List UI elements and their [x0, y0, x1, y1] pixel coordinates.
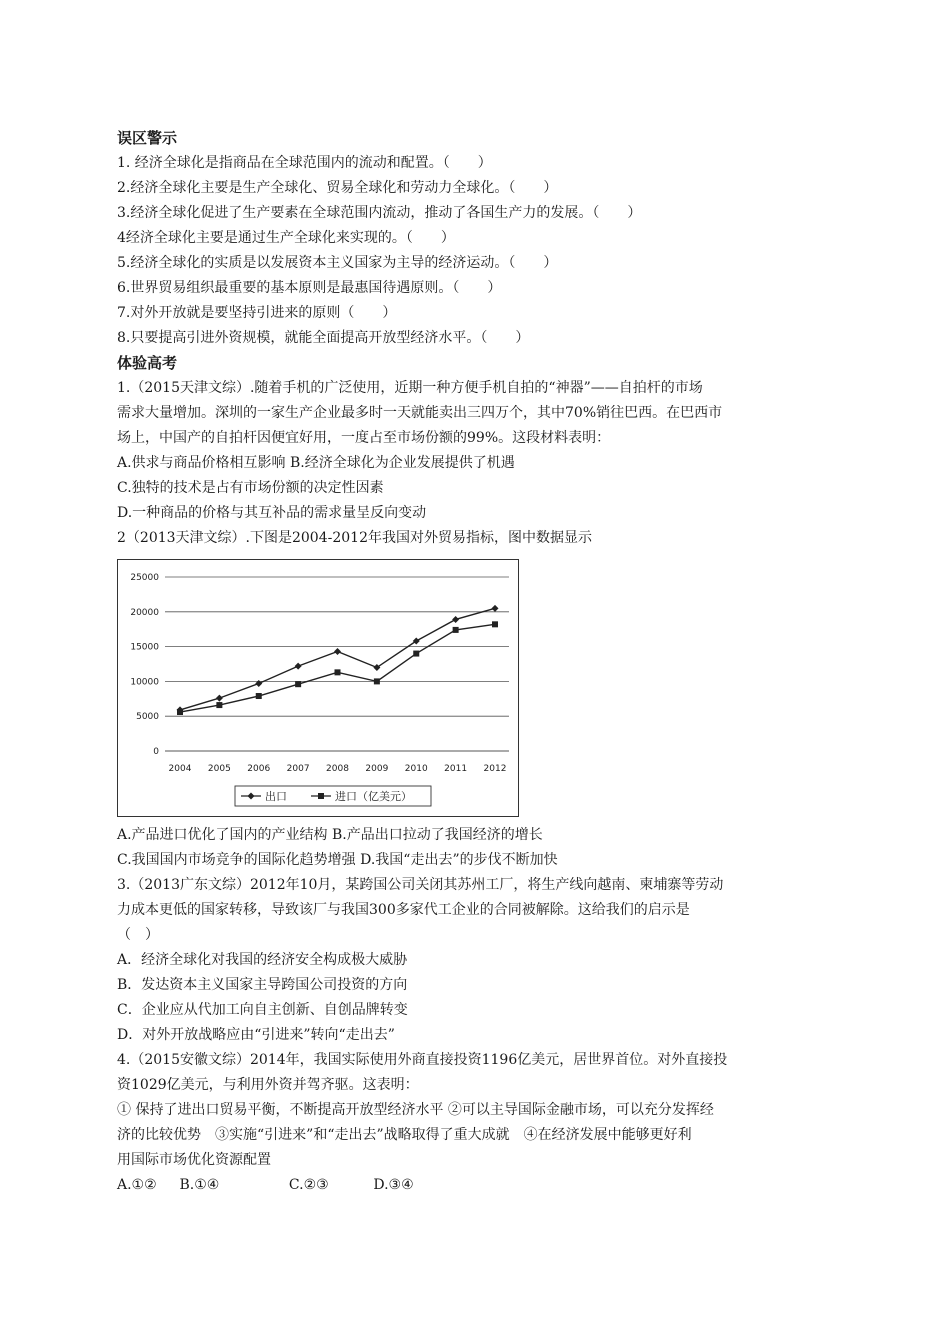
mistake-item-2: 2.经济全球化主要是生产全球化、贸易全球化和劳动力全球化。（ ） [117, 180, 558, 196]
q1-option-ab: A.供求与商品价格相互影响 B.经济全球化为企业发展提供了机遇 [117, 455, 515, 471]
q1-option-c: C.独特的技术是占有市场份额的决定性因素 [117, 480, 384, 496]
q2-option-cd: C.我国国内市场竞争的国际化趋势增强 D.我国“走出去”的步伐不断加快 [117, 852, 558, 868]
q4-body-line3: 用国际市场优化资源配置 [117, 1152, 271, 1168]
q3-option-b: B．发达资本主义国家主导跨国公司投资的方向 [117, 977, 408, 993]
chart-legend [235, 786, 431, 806]
q4-body-line2: 济的比较优势 ③实施“引进来”和“走出去”战略取得了重大成就 ④在经济发展中能够更好利 [117, 1127, 692, 1143]
data-point-import [216, 702, 222, 708]
x-tick-label: 2010 [404, 764, 428, 774]
q4-body-line1: ① 保持了进出口贸易平衡，不断提高开放型经济水平 ②可以主导国际金融市场，可以充分发挥经 [117, 1102, 714, 1118]
chart-frame [118, 560, 519, 817]
chart-x-ticks [169, 764, 507, 774]
q1-stem-line2: 需求大量增加。深圳的一家生产企业最多时一天就能卖出三四万个，其中70%销往巴西。在巴西市 [117, 405, 723, 421]
data-point-import [374, 678, 380, 684]
data-point-import [335, 669, 341, 675]
q3-stem-line2: 力成本更低的国家转移，导致该厂与我国300多家代工企业的合同被解除。这给我们的启示是 [117, 902, 690, 918]
q4-options [117, 1173, 837, 1198]
x-tick-label: 2007 [286, 764, 310, 774]
mistake-item-3: 3.经济全球化促进了生产要素在全球范围内流动，推动了各国生产力的发展。（ ） [117, 205, 642, 221]
trade-chart-svg [117, 559, 519, 817]
q3-stem-line1: 3.（2013广东文综）2012年10月，某跨国公司关闭其苏州工厂，将生产线向越南、柬埔寨等劳动 [117, 877, 724, 893]
section-title-mistakes: 误区警示 [117, 129, 178, 147]
q3-option-a: A．经济全球化对我国的经济安全构成极大威胁 [117, 952, 408, 968]
section-title-exam: 体验高考 [117, 354, 178, 372]
data-point-import [413, 651, 419, 657]
legend-marker [318, 793, 324, 799]
legend-label: 出口 [265, 790, 287, 803]
y-tick-label: 15000 [130, 642, 159, 653]
data-point-import [453, 627, 459, 633]
q2-option-ab: A.产品进口优化了国内的产业结构 B.产品出口拉动了我国经济的增长 [117, 827, 543, 843]
mistake-item-6: 6.世界贸易组织最重要的基本原则是最惠国待遇原则。（ ） [117, 280, 502, 296]
q1-stem-line1: 1.（2015天津文综）.随着手机的广泛使用，近期一种方便手机自拍的“神器”——自拍杆的市场 [117, 380, 703, 396]
mistake-item-1: 1. 经济全球化是指商品在全球范围内的流动和配置。（ ） [117, 155, 492, 171]
q4-option-a: A.①② [117, 1177, 157, 1193]
mistake-item-8: 8.只要提高引进外资规模，就能全面提高开放型经济水平。（ ） [117, 330, 530, 346]
data-point-import [492, 621, 498, 627]
y-tick-label: 20000 [130, 607, 159, 618]
document-page [117, 126, 837, 1198]
y-tick-label: 25000 [130, 573, 159, 583]
mistake-item-7: 7.对外开放就是要坚持引进来的原则（ ） [117, 305, 397, 321]
mistake-item-5: 5.经济全球化的实质是以发展资本主义国家为主导的经济运动。（ ） [117, 255, 558, 271]
data-point-import [295, 681, 301, 687]
y-tick-label: 0 [153, 747, 159, 757]
x-tick-label: 2011 [444, 764, 468, 774]
data-point-import [177, 709, 183, 715]
x-tick-label: 2006 [247, 764, 271, 774]
x-tick-label: 2005 [207, 764, 231, 774]
x-tick-label: 2012 [483, 764, 507, 774]
q4-stem-line2: 资1029亿美元，与利用外资并驾齐驱。这表明： [117, 1077, 419, 1093]
q1-option-d: D.一种商品的价格与其互补品的需求量呈反向变动 [117, 505, 427, 521]
q4-option-d: D.③④ [373, 1177, 414, 1193]
q3-option-c: C．企业应从代加工向自主创新、自创品牌转变 [117, 1002, 408, 1018]
q2-stem: 2（2013天津文综）.下图是2004-2012年我国对外贸易指标，图中数据显示 [117, 530, 592, 546]
mistake-item-4: 4经济全球化主要是通过生产全球化来实现的。（ ） [117, 230, 455, 246]
q3-option-d: D．对外开放战略应由“引进来”转向“走出去” [117, 1027, 395, 1043]
y-tick-label: 5000 [136, 712, 159, 723]
x-tick-label: 2008 [326, 764, 349, 774]
q4-option-b: B.①④ [179, 1177, 220, 1193]
y-tick-label: 10000 [130, 677, 159, 688]
q1-stem-line3: 场上，中国产的自拍杆因便宜好用，一度占至市场份额的99%。这段材料表明： [117, 430, 611, 446]
q3-stem-line3: （ ） [117, 927, 159, 943]
q4-stem-line1: 4.（2015安徽文综）2014年，我国实际使用外商直接投资1196亿美元，居世界首位。对外直接投 [117, 1052, 728, 1068]
legend-label: 进口（亿美元） [335, 790, 412, 803]
trade-chart [117, 559, 519, 817]
x-tick-label: 2004 [168, 764, 192, 774]
q4-option-c: C.②③ [288, 1177, 329, 1193]
x-tick-label: 2009 [365, 764, 389, 774]
data-point-import [256, 693, 262, 699]
